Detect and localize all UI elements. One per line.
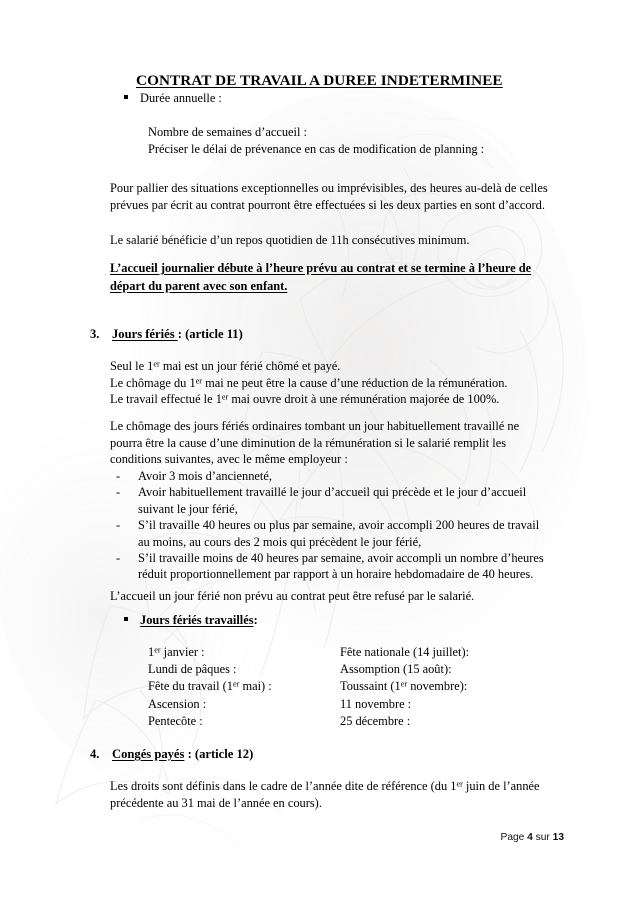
holiday-left-text-post: mai) : bbox=[239, 679, 272, 694]
premier-mai-line-2 bbox=[110, 375, 550, 392]
list-item bbox=[110, 484, 550, 517]
dash-bullet-icon: - bbox=[116, 469, 121, 483]
list-item-text: S’il travaille moins de 40 heures par semaine, avoir accompli un nombre d’heures réduit proportionnellement par rapport à un horaire hebdomadaire de 40 heures. bbox=[138, 551, 544, 582]
statement-accueil-journalier bbox=[110, 260, 558, 295]
duree-annuelle-block bbox=[124, 90, 544, 107]
table-row-right bbox=[340, 661, 548, 678]
table-row-left bbox=[148, 713, 340, 730]
dash-bullet-icon: - bbox=[116, 551, 121, 566]
list-item-text: S’il travaille 40 heures ou plus par semaine, avoir accompli 200 heures de travail au moins, au cours des 2 mois qui précèdent le jour férié, bbox=[138, 518, 540, 549]
section-3-number: 3. bbox=[90, 327, 100, 341]
conges-payes-pre: Les droits sont définis dans le cadre de l’année dite de référence (du 1 bbox=[110, 779, 457, 793]
ordinal-suffix: er bbox=[153, 359, 160, 369]
ordinal-suffix: er bbox=[456, 779, 463, 789]
paragraph-heures-supplementaires: Pour pallier des situations exceptionnelles ou imprévisibles, des heures au-delà de celles prévues par écrit au contrat pourront être effectuées si les deux parties en sont d’accord. bbox=[110, 181, 548, 212]
ordinal-suffix: er bbox=[221, 392, 229, 402]
jours-feries-travailles-colon: : bbox=[253, 613, 258, 627]
holiday-left-text: Fête du travail (1 bbox=[148, 679, 233, 694]
premier-mai-line-3-post: mai ouvre droit à une rémunération majorée de 100%. bbox=[228, 392, 500, 407]
conditions-list bbox=[110, 468, 550, 583]
section-4-title: Congés payés bbox=[112, 747, 185, 761]
section-3-heading bbox=[90, 327, 243, 342]
section-3-premier-mai-lines bbox=[110, 358, 550, 408]
holiday-right-text: Assomption (15 août): bbox=[340, 662, 452, 677]
premier-mai-line-3 bbox=[110, 391, 550, 408]
table-row-right bbox=[340, 644, 548, 661]
holiday-right-text: 25 décembre : bbox=[340, 713, 411, 728]
table-row-right bbox=[340, 696, 548, 713]
footer-current-page: 4 bbox=[527, 832, 533, 843]
list-item bbox=[110, 468, 550, 484]
duree-annuelle-bullet-line bbox=[124, 90, 544, 107]
page-footer bbox=[0, 832, 636, 843]
holiday-right-text: 11 novembre : bbox=[340, 696, 412, 711]
field-nombre-semaines: Nombre de semaines d’accueil : bbox=[148, 125, 307, 139]
holiday-right-text: Fête nationale (14 juillet): bbox=[340, 645, 470, 659]
list-item-text: Avoir 3 mois d’ancienneté, bbox=[138, 469, 272, 483]
holiday-right-text-post: novembre): bbox=[407, 679, 468, 694]
paragraph-refus-jour-ferie: L’accueil un jour férié non prévu au contrat peut être refusé par le salarié. bbox=[110, 589, 475, 603]
table-row-right bbox=[340, 678, 548, 695]
premier-mai-line-1-pre: Seul le 1 bbox=[110, 359, 154, 373]
table-row-right bbox=[340, 713, 548, 730]
list-item-text: Avoir habituellement travaillé le jour d’accueil qui précède et le jour d’accueil suivant le jour férié, bbox=[138, 485, 527, 516]
table-row-left bbox=[148, 678, 340, 695]
section-3-article: : (article 11) bbox=[177, 327, 243, 341]
square-bullet-icon bbox=[124, 617, 128, 621]
jours-feries-travailles-bullet-line bbox=[124, 612, 544, 629]
premier-mai-line-2-post: mai ne peut être la cause d’une réduction de la rémunération. bbox=[202, 375, 508, 390]
section-3-title: Jours fériés bbox=[112, 327, 178, 341]
holiday-left-text: 1 bbox=[148, 645, 155, 659]
ordinal-suffix: er bbox=[195, 376, 203, 386]
paragraph-repos-quotidien: Le salarié bénéficie d’un repos quotidien de 11h consécutives minimum. bbox=[110, 233, 470, 247]
square-bullet-icon bbox=[124, 95, 128, 99]
holiday-left-text: Lundi de pâques : bbox=[148, 662, 237, 677]
duree-fields-block bbox=[148, 124, 548, 157]
footer-total-pages: 13 bbox=[552, 832, 564, 843]
premier-mai-line-3-pre: Le travail effectué le 1 bbox=[110, 392, 222, 407]
holidays-table bbox=[148, 644, 548, 730]
footer-separator: sur bbox=[532, 832, 553, 843]
table-row-left bbox=[148, 644, 340, 661]
table-row-left bbox=[148, 661, 340, 678]
paragraph-conges-payes bbox=[110, 778, 550, 811]
dash-bullet-icon: - bbox=[116, 485, 121, 500]
ordinal-suffix: er bbox=[233, 679, 240, 689]
conges-payes-post: juin de l’année précédente au 31 mai de l’année en cours). bbox=[110, 779, 540, 810]
ordinal-suffix: er bbox=[154, 645, 161, 655]
jours-feries-travailles-block bbox=[124, 612, 544, 629]
premier-mai-line-2-pre: Le chômage du 1 bbox=[110, 375, 196, 390]
premier-mai-line-1 bbox=[110, 358, 550, 375]
statement-accueil-line-1: L’accueil journalier débute à l’heure prévu au contrat et se termine à l’heure de bbox=[110, 261, 532, 275]
field-delai-prevenance: Préciser le délai de prévenance en cas de modification de planning : bbox=[148, 141, 485, 156]
ordinal-suffix: er bbox=[400, 679, 408, 689]
table-row-left bbox=[148, 696, 340, 713]
holiday-left-text: Ascension : bbox=[148, 696, 207, 711]
holiday-right-text: Toussaint (1 bbox=[340, 679, 401, 694]
section-4-heading bbox=[90, 747, 253, 762]
statement-accueil-line-2: départ du parent avec son enfant. bbox=[110, 278, 288, 293]
footer-prefix: Page bbox=[500, 832, 528, 843]
premier-mai-line-1-post: mai est un jour férié chômé et payé. bbox=[159, 359, 341, 373]
page-title: CONTRAT DE TRAVAIL A DUREE INDETERMINEE bbox=[136, 72, 503, 89]
section-4-number: 4. bbox=[90, 747, 100, 761]
jours-feries-travailles-label: Jours fériés travaillés bbox=[140, 613, 254, 627]
list-item bbox=[110, 517, 550, 550]
dash-bullet-icon: - bbox=[116, 518, 121, 533]
holiday-left-text: Pentecôte : bbox=[148, 713, 203, 728]
paragraph-conditions-intro: Le chômage des jours fériés ordinaires tombant un jour habituellement travaillé ne pourra être la cause d’une diminution de la rémunération si le salarié remplit les conditions suivantes, avec le même employeur : bbox=[110, 419, 520, 467]
list-item bbox=[110, 550, 550, 583]
duree-annuelle-label: Durée annuelle : bbox=[140, 91, 222, 105]
holiday-left-text-post: janvier : bbox=[160, 645, 205, 659]
section-4-article: : (article 12) bbox=[184, 747, 254, 761]
